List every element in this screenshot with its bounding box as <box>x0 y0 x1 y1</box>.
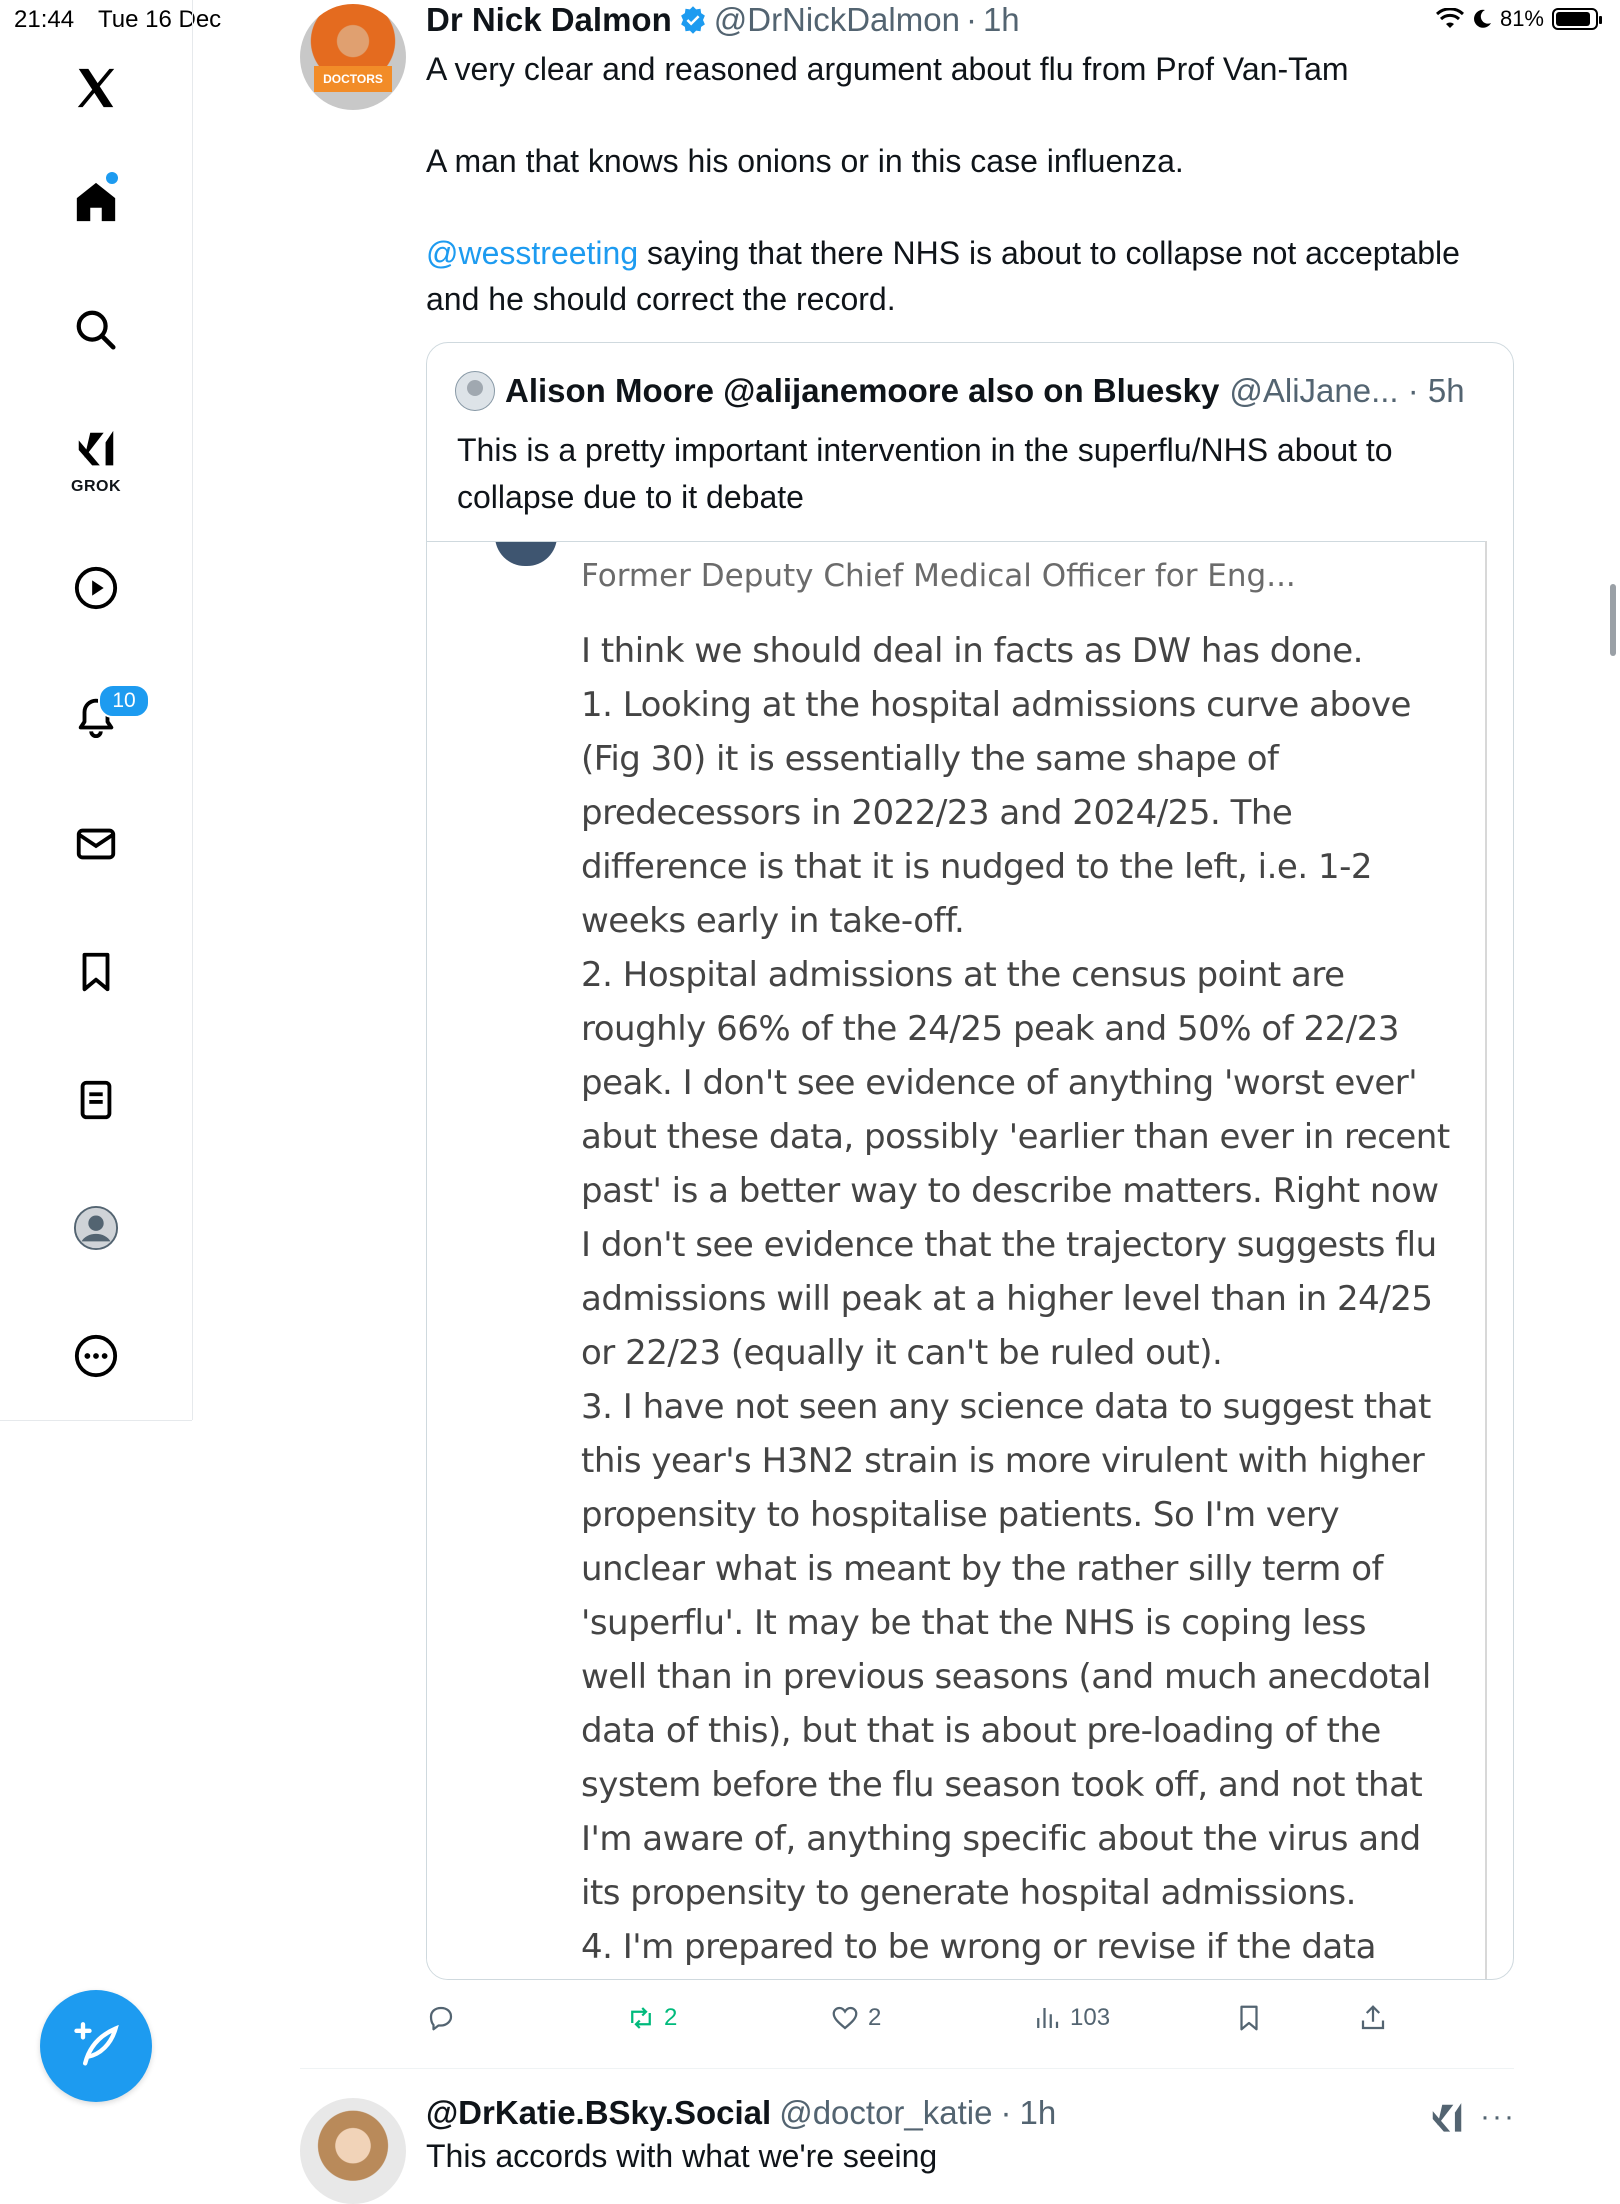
image-text-line: I don't see evidence that the trajectory suggests flu <box>581 1225 1437 1265</box>
quote-header <box>455 371 1465 411</box>
play-icon[interactable] <box>70 562 122 614</box>
image-text <box>581 624 1461 1974</box>
tweet-paragraph-2: A man that knows his onions or in this case influenza. <box>426 143 1184 179</box>
image-text-line: 3. I have not seen any science data to suggest that <box>581 1387 1431 1427</box>
second-author-avatar[interactable] <box>300 2098 406 2204</box>
notifications-badge: 10 <box>98 684 150 718</box>
home-notification-dot <box>106 172 118 184</box>
reply-icon <box>426 2003 456 2033</box>
image-text-line: propensity to hospitalise patients. So I'm very <box>581 1495 1340 1535</box>
views-button[interactable] <box>1032 1996 1110 2040</box>
second-header-separator: · <box>1000 2094 1012 2131</box>
retweet-button[interactable] <box>626 1996 677 2040</box>
heart-icon <box>830 2003 860 2033</box>
tweet-paragraph-3-text: saying that there NHS is about to collapse not acceptable and he should correct the record. <box>426 235 1460 317</box>
author-handle[interactable]: @DrNickDalmon <box>713 1 960 38</box>
image-avatar-fragment <box>495 541 557 566</box>
image-text-line: admissions will peak at a higher level than in 24/25 <box>581 1279 1433 1319</box>
image-text-line: 4. I'm prepared to be wrong or revise if the data <box>581 1927 1376 1967</box>
image-text-line: past' is a better way to describe matters. Right now <box>581 1171 1439 1211</box>
image-text-line: predecessors in 2022/23 and 2024/25. The <box>581 793 1293 833</box>
grok-explain-icon[interactable] <box>1428 2100 1466 2138</box>
status-date: Tue 16 Dec <box>98 6 222 33</box>
image-edge <box>1485 541 1487 1980</box>
second-tweet-time[interactable]: 1h <box>1019 2094 1057 2131</box>
tweet-time[interactable]: 1h <box>982 1 1020 38</box>
tweet-text <box>426 46 1516 368</box>
wifi-icon <box>1436 8 1464 30</box>
header-separator: · <box>965 1 977 38</box>
image-text-line: or 22/23 (equally it can't be ruled out). <box>581 1333 1223 1373</box>
views-count: 103 <box>1070 2004 1111 2031</box>
x-logo-icon[interactable] <box>70 62 122 114</box>
sidebar <box>0 0 193 1420</box>
image-text-line: difference is that it is nudged to the left, i.e. 1-2 <box>581 847 1372 887</box>
quote-text: This is a pretty important intervention in the superflu/NHS about to collapse due to it debate <box>457 432 1393 515</box>
bookmark-icon[interactable] <box>70 946 122 998</box>
search-icon[interactable] <box>70 304 122 356</box>
second-author-handle[interactable]: @doctor_katie <box>779 2094 993 2131</box>
quote-author-name: Alison Moore @alijanemoore also on Bluesky <box>505 372 1220 409</box>
image-text-line: abut these data, possibly 'earlier than ever in recent <box>581 1117 1450 1157</box>
image-text-line: 1. Looking at the hospital admissions curve above <box>581 685 1411 725</box>
second-tweet-text: This accords with what we're seeing <box>426 2138 938 2174</box>
compose-button[interactable] <box>40 1990 152 2102</box>
avatar-icon[interactable] <box>70 1202 122 1254</box>
retweet-count: 2 <box>664 2004 678 2031</box>
sidebar-divider <box>0 1420 192 1421</box>
tweet-divider <box>300 2068 1514 2069</box>
like-button[interactable] <box>830 1996 881 2040</box>
home-icon[interactable] <box>70 176 122 228</box>
author-name[interactable]: Dr Nick Dalmon <box>426 1 672 38</box>
share-icon <box>1358 2003 1388 2033</box>
image-text-line: roughly 66% of the 24/25 peak and 50% of 22/23 <box>581 1009 1399 1049</box>
image-text-line: data of this), but that is about pre-loading of the <box>581 1711 1381 1751</box>
share-button[interactable] <box>1358 1996 1388 2040</box>
image-text-line: I think we should deal in facts as DW has done. <box>581 631 1363 671</box>
second-tweet-header <box>426 2093 1056 2133</box>
status-time: 21:44 <box>14 6 75 33</box>
list-icon[interactable] <box>70 1074 122 1126</box>
second-author-name[interactable]: @DrKatie.BSky.Social <box>426 2094 772 2131</box>
grok-label: GROK <box>71 478 121 495</box>
image-text-line: unclear what is meant by the rather silly term of <box>581 1549 1383 1589</box>
image-text-line: its propensity to generate hospital admissions. <box>581 1873 1356 1913</box>
author-avatar[interactable] <box>300 4 406 110</box>
battery-icon <box>1552 8 1598 30</box>
compose-feather-icon <box>70 2020 122 2072</box>
like-count: 2 <box>868 2004 882 2031</box>
quote-screenshot-image[interactable] <box>427 541 1487 1980</box>
tweet-paragraph-3 <box>426 230 1516 322</box>
image-subtitle: Former Deputy Chief Medical Officer for Eng... <box>581 558 1296 594</box>
image-text-line: weeks early in take-off. <box>581 901 965 941</box>
image-text-line: peak. I don't see evidence of anything 'worst ever' <box>581 1063 1418 1103</box>
image-text-line: (Fig 30) it is essentially the same shape of <box>581 739 1279 779</box>
moon-icon <box>1472 8 1492 30</box>
bookmark-button[interactable] <box>1234 1996 1264 2040</box>
tweet-header <box>426 0 1020 40</box>
image-text-line: 'superflu'. It may be that the NHS is coping less <box>581 1603 1366 1643</box>
image-text-line: system before the flu season took off, and not that <box>581 1765 1423 1805</box>
reply-button[interactable] <box>426 1996 464 2040</box>
tweet-paragraph-1: A very clear and reasoned argument about flu from Prof Van-Tam <box>426 51 1349 87</box>
bookmark-action-icon <box>1234 2003 1264 2033</box>
mention-link[interactable]: @wesstreeting <box>426 235 639 271</box>
image-text-line: I'm aware of, anything specific about the virus and <box>581 1819 1421 1859</box>
status-indicators <box>1436 4 1598 34</box>
image-cropped-name <box>581 541 1001 542</box>
mail-icon[interactable] <box>70 818 122 870</box>
verified-badge-icon <box>678 5 708 35</box>
quote-avatar <box>455 371 495 411</box>
avatar-sign: DOCTORS <box>314 66 392 92</box>
quote-author-handle: @AliJane... · 5h <box>1229 372 1465 409</box>
views-icon <box>1032 2003 1062 2033</box>
grok-icon[interactable] <box>70 424 122 476</box>
image-text-line: this year's H3N2 strain is more virulent with higher <box>581 1441 1425 1481</box>
battery-percent: 81% <box>1499 6 1544 31</box>
image-text-line: 2. Hospital admissions at the census point are <box>581 955 1345 995</box>
image-text-line: well than in previous seasons (and much anecdotal <box>581 1657 1431 1697</box>
scrollbar[interactable] <box>1610 584 1616 656</box>
retweet-icon <box>626 2003 656 2033</box>
more-icon[interactable] <box>70 1330 122 1382</box>
more-options-icon[interactable]: ··· <box>1480 2100 1516 2133</box>
quoted-tweet-card[interactable] <box>426 342 1514 1980</box>
